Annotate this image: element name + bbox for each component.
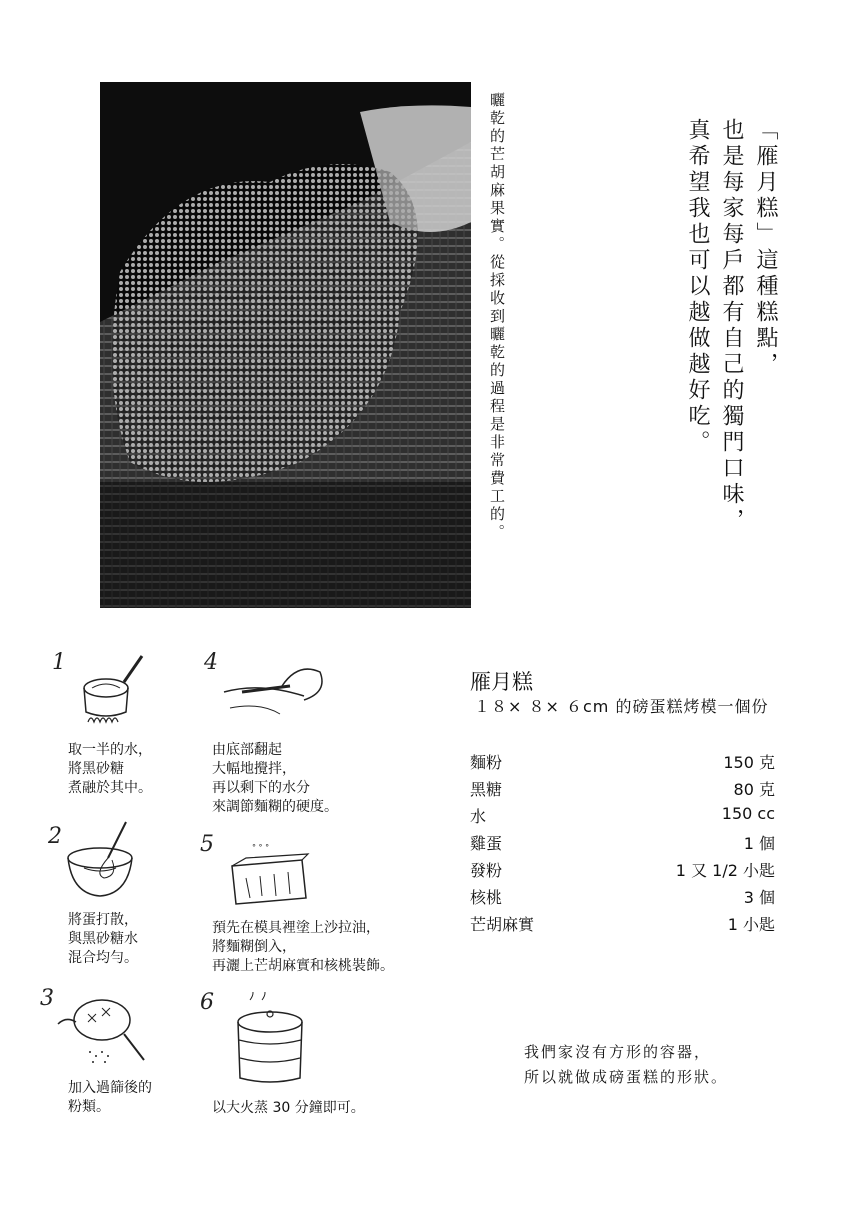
ingredient-qty: 1 小匙 bbox=[727, 915, 775, 934]
sieve-icon bbox=[52, 986, 152, 1072]
spatula-hand-icon bbox=[220, 656, 332, 728]
step-number: 4 bbox=[204, 650, 218, 675]
step-number: 3 bbox=[40, 986, 54, 1011]
ingredient-name: 芒胡麻實 bbox=[470, 915, 535, 934]
svg-text:° ° °: ° ° ° bbox=[252, 843, 270, 852]
ingredient-name: 麵粉 bbox=[470, 753, 503, 772]
step-text: 將蛋打散， 與黑砂糖水 混合均勻。 bbox=[68, 912, 138, 966]
ingredient-row bbox=[470, 912, 775, 935]
ingredient-qty: 3 個 bbox=[743, 888, 775, 907]
ingredient-row bbox=[470, 777, 775, 800]
sesame-drying-photo bbox=[100, 82, 471, 608]
ingredient-qty: 80 克 bbox=[733, 780, 775, 799]
pot-on-stove-icon bbox=[68, 650, 158, 740]
ingredient-qty: 1 個 bbox=[743, 834, 775, 853]
ingredient-name: 水 bbox=[470, 807, 487, 826]
ingredient-row bbox=[470, 804, 775, 827]
ingredient-qty: 150 cc bbox=[721, 804, 775, 823]
ingredient-row bbox=[470, 750, 775, 773]
ingredient-name: 核桃 bbox=[470, 888, 503, 907]
ingredient-row bbox=[470, 885, 775, 908]
ingredient-qty: 150 克 bbox=[723, 753, 775, 772]
step-text: 預先在模具裡塗上沙拉油， 將麵糊倒入， 再灑上芒胡麻實和核桃裝飾。 bbox=[212, 920, 394, 974]
intro-line: 「雁月糕」這種糕點， bbox=[753, 118, 778, 378]
step-text: 取一半的水， 將黑砂糖 煮融於其中。 bbox=[68, 742, 152, 796]
loaf-pan-icon bbox=[226, 840, 316, 912]
whisk-bowl-icon bbox=[64, 818, 154, 902]
ingredient-row bbox=[470, 858, 775, 881]
intro-line: 也是每家每戶都有自己的獨門口味， bbox=[719, 118, 744, 534]
ingredient-qty: 1 又 1/2 小匙 bbox=[675, 861, 775, 880]
step-text: 由底部翻起 大幅地攪拌， 再以剩下的水分 來調節麵糊的硬度。 bbox=[212, 742, 338, 815]
step-number: 2 bbox=[48, 824, 62, 849]
ingredient-row bbox=[470, 831, 775, 854]
ingredient-name: 雞蛋 bbox=[470, 834, 503, 853]
intro-line: 真希望我也可以越做越好吃。 bbox=[685, 118, 710, 456]
photo-caption: 曬乾的芒胡麻果實。從採收到曬乾的過程是非常費工的。 bbox=[488, 92, 506, 542]
step-text: 加入過篩後的 粉類。 bbox=[68, 1080, 152, 1115]
steamer-icon bbox=[230, 992, 314, 1088]
intro-text bbox=[680, 118, 782, 534]
step-number: 1 bbox=[52, 650, 66, 675]
recipe-title: 雁月糕 bbox=[470, 670, 533, 694]
step-number: 6 bbox=[200, 990, 214, 1015]
ingredient-name: 黑糖 bbox=[470, 780, 503, 799]
step-number: 5 bbox=[200, 832, 214, 857]
family-note: 我們家沒有方形的容器， 所以就做成磅蛋糕的形狀。 bbox=[524, 1043, 729, 1086]
recipe-subtitle: １８× ８× ６cm 的磅蛋糕烤模一個份 bbox=[474, 697, 769, 716]
ingredient-name: 發粉 bbox=[470, 861, 503, 880]
step-text: 以大火蒸 30 分鐘即可。 bbox=[212, 1100, 365, 1116]
